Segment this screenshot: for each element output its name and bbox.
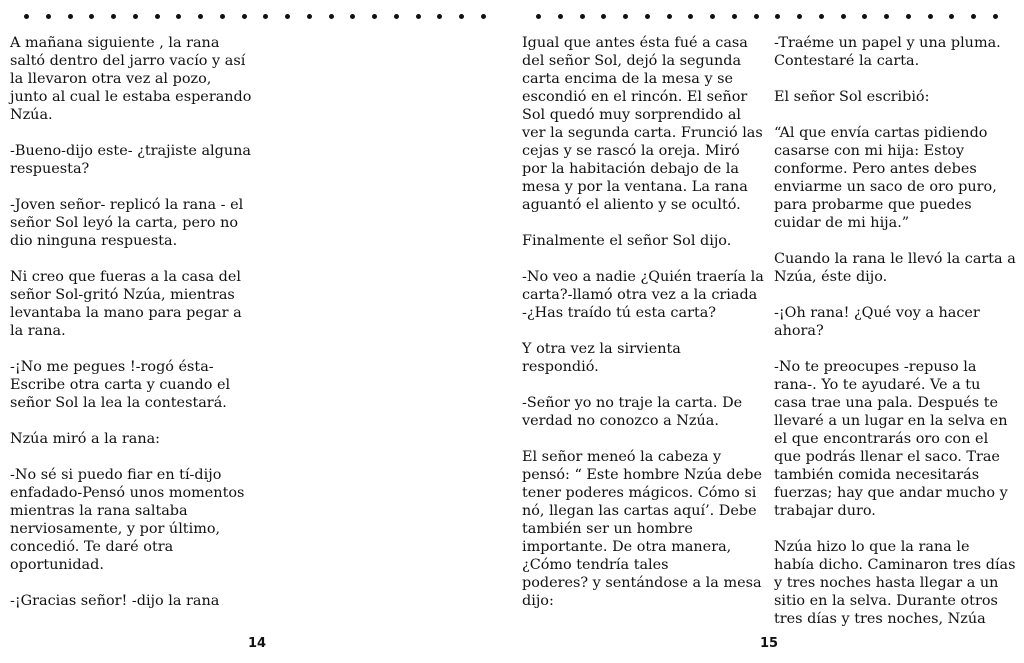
- paragraph: [522, 268, 772, 322]
- border-dot: [307, 14, 312, 19]
- text-line: cuidar de mi hija.”: [774, 215, 910, 231]
- border-dot: [667, 14, 672, 19]
- text-line: escondió en el rincón. El señor: [522, 89, 748, 105]
- text-line: Nzúa miró a la rana:: [10, 431, 161, 447]
- text-line: -Bueno-dijo este- ¿trajiste alguna: [10, 143, 251, 159]
- paragraph: [522, 34, 772, 214]
- border-dot: [68, 14, 73, 19]
- paragraph: [774, 34, 1022, 70]
- border-dot: [111, 14, 116, 19]
- dot-border-top-right: [536, 14, 998, 22]
- border-dot: [710, 14, 715, 19]
- text-column-2: [774, 34, 1022, 646]
- text-line: tener poderes mágicos. Cómo si: [522, 485, 757, 501]
- text-line: señor Sol-gritó Nzúa, mientras: [10, 287, 235, 303]
- text-line: señor Sol leyó la carta, pero no: [10, 215, 239, 231]
- text-line: respondió.: [522, 359, 599, 375]
- text-line: ¿Cómo tendría tales: [522, 557, 669, 573]
- text-line: Nzúa.: [10, 107, 53, 123]
- text-line: Igual que antes ésta fué a casa: [522, 35, 748, 51]
- text-line: rana-. Yo te ayudaré. Ve a tu: [774, 377, 981, 393]
- text-line: del señor Sol, dejó la segunda: [522, 53, 742, 69]
- paragraph: [10, 466, 260, 574]
- paragraph: [774, 538, 1022, 628]
- text-line: nó, llegan las cartas aquí’. Debe: [522, 503, 757, 519]
- border-dot: [155, 14, 160, 19]
- paragraph: [522, 232, 772, 250]
- text-line: dijo:: [522, 593, 554, 609]
- text-column-1: [522, 34, 772, 628]
- text-line: había dicho. Caminaron tres días: [774, 557, 1016, 573]
- border-dot: [993, 14, 998, 19]
- text-line: carta?-llamó otra vez a la criada: [522, 287, 758, 303]
- border-dot: [884, 14, 889, 19]
- border-dot: [580, 14, 585, 19]
- paragraph: [10, 358, 260, 412]
- paragraph: [774, 250, 1022, 286]
- text-line: la llevaron otra vez al pozo,: [10, 71, 212, 87]
- text-line: concedió. Te daré otra: [10, 539, 174, 555]
- border-dot: [775, 14, 780, 19]
- paragraph: [10, 142, 260, 178]
- paragraph: [10, 592, 260, 610]
- text-line: -¡No me pegues !-rogó ésta-: [10, 359, 214, 375]
- text-line: para probarme que puedes: [774, 197, 972, 213]
- text-line: El señor Sol escribió:: [774, 89, 930, 105]
- text-line: Escribe otra carta y cuando el: [10, 377, 231, 393]
- text-line: casa trae una pala. Después te: [774, 395, 999, 411]
- text-line: -Joven señor- replicó la rana - el: [10, 197, 244, 213]
- border-dot: [797, 14, 802, 19]
- text-line: Ni creo que fueras a la casa del: [10, 269, 241, 285]
- text-line: la rana.: [10, 323, 66, 339]
- border-dot: [242, 14, 247, 19]
- text-line: también ser un hombre: [522, 521, 693, 537]
- text-line: ver la segunda carta. Frunció las: [522, 125, 763, 141]
- text-line: enviarme un saco de oro puro,: [774, 179, 997, 195]
- text-line: también comida necesitarás: [774, 467, 980, 483]
- text-line: -¿Has traído tú esta carta?: [522, 305, 717, 321]
- border-dot: [558, 14, 563, 19]
- text-line: ahora?: [774, 323, 824, 339]
- text-line: tres días y tres noches, Nzúa: [774, 611, 986, 627]
- border-dot: [437, 14, 442, 19]
- text-line: -No te preocupes -repuso la: [774, 359, 977, 375]
- text-line: Nzúa, éste dijo.: [774, 269, 888, 285]
- text-line: “Al que envía cartas pidiendo: [774, 125, 988, 141]
- border-dot: [89, 14, 94, 19]
- border-dot: [971, 14, 976, 19]
- text-line: enfadado-Pensó unos momentos: [10, 485, 245, 501]
- border-dot: [285, 14, 290, 19]
- text-line: Nzúa hizo lo que la rana le: [774, 539, 970, 555]
- border-dot: [46, 14, 51, 19]
- text-line: pensó: “ Este hombre Nzúa debe: [522, 467, 762, 483]
- paragraph: [522, 448, 772, 610]
- border-dot: [949, 14, 954, 19]
- border-dot: [350, 14, 355, 19]
- paragraph: [10, 430, 260, 448]
- text-line: nerviosamente, y por último,: [10, 521, 221, 537]
- paragraph: [774, 358, 1022, 520]
- page-number: 15: [760, 636, 779, 651]
- text-line: respuesta?: [10, 161, 90, 177]
- text-line: -¡Oh rana! ¿Qué voy a hacer: [774, 305, 980, 321]
- text-line: trabajar duro.: [774, 503, 876, 519]
- paragraph: [774, 124, 1022, 232]
- border-dot: [623, 14, 628, 19]
- border-dot: [841, 14, 846, 19]
- paragraph: [774, 88, 1022, 106]
- right-page: [512, 0, 1024, 663]
- text-line: casarse con mi hija: Estoy: [774, 143, 965, 159]
- text-line: junto al cual le estaba esperando: [10, 89, 252, 105]
- border-dot: [133, 14, 138, 19]
- border-dot: [688, 14, 693, 19]
- border-dot: [536, 14, 541, 19]
- border-dot: [394, 14, 399, 19]
- border-dot: [416, 14, 421, 19]
- text-line: cejas y se rascó la oreja. Miró: [522, 143, 740, 159]
- text-line: verdad no conozco a Nzúa.: [522, 413, 719, 429]
- text-line: Contestaré la carta.: [774, 53, 920, 69]
- text-line: saltó dentro del jarro vacío y así: [10, 53, 246, 69]
- text-column: [10, 34, 260, 628]
- text-line: Cuando la rana le llevó la carta a: [774, 251, 1016, 267]
- border-dot: [601, 14, 606, 19]
- text-line: mesa y por la ventana. La rana: [522, 179, 748, 195]
- border-dot: [732, 14, 737, 19]
- paragraph: [10, 268, 260, 340]
- text-line: sitio en la selva. Durante otros: [774, 593, 998, 609]
- text-line: señor Sol la lea la contestará.: [10, 395, 227, 411]
- border-dot: [263, 14, 268, 19]
- text-line: El señor meneó la cabeza y: [522, 449, 722, 465]
- text-line: conforme. Pero antes debes: [774, 161, 977, 177]
- border-dot: [645, 14, 650, 19]
- dot-border-top-left: [24, 14, 486, 22]
- text-line: aguantó el aliento y se ocultó.: [522, 197, 741, 213]
- text-line: carta encima de la mesa y se: [522, 71, 734, 87]
- text-line: -No sé si puedo fiar en tí-dijo: [10, 467, 222, 483]
- text-line: mientras la rana saltaba: [10, 503, 188, 519]
- text-line: oportunidad.: [10, 557, 104, 573]
- border-dot: [198, 14, 203, 19]
- border-dot: [862, 14, 867, 19]
- text-line: -Señor yo no traje la carta. De: [522, 395, 743, 411]
- text-line: Finalmente el señor Sol dijo.: [522, 233, 732, 249]
- text-line: -¡Gracias señor! -dijo la rana: [10, 593, 220, 609]
- border-dot: [906, 14, 911, 19]
- paragraph: [522, 394, 772, 430]
- border-dot: [481, 14, 486, 19]
- text-line: Y otra vez la sirvienta: [522, 341, 681, 357]
- text-line: que podrás llenar el saco. Trae: [774, 449, 1000, 465]
- text-line: dio ninguna respuesta.: [10, 233, 178, 249]
- text-line: el que encontrarás oro con el: [774, 431, 989, 447]
- text-line: Sol quedó muy sorprendido al: [522, 107, 742, 123]
- border-dot: [754, 14, 759, 19]
- text-line: poderes? y sentándose a la mesa: [522, 575, 762, 591]
- paragraph: [774, 304, 1022, 340]
- text-line: A mañana siguiente , la rana: [10, 35, 220, 51]
- border-dot: [329, 14, 334, 19]
- border-dot: [220, 14, 225, 19]
- text-line: llevaré a un lugar en la selva en: [774, 413, 1008, 429]
- text-line: por la habitación debajo de la: [522, 161, 739, 177]
- paragraph: [10, 34, 260, 124]
- paragraph: [522, 340, 772, 376]
- text-line: y tres noches hasta llegar a un: [774, 575, 999, 591]
- page-number: 14: [248, 636, 267, 651]
- text-line: -Traéme un papel y una pluma.: [774, 35, 1001, 51]
- border-dot: [372, 14, 377, 19]
- border-dot: [819, 14, 824, 19]
- border-dot: [459, 14, 464, 19]
- text-line: fuerzas; hay que andar mucho y: [774, 485, 1008, 501]
- border-dot: [176, 14, 181, 19]
- text-line: -No veo a nadie ¿Quién traería la: [522, 269, 764, 285]
- border-dot: [928, 14, 933, 19]
- paragraph: [10, 196, 260, 250]
- border-dot: [24, 14, 29, 19]
- text-line: levantaba la mano para pegar a: [10, 305, 242, 321]
- text-line: importante. De otra manera,: [522, 539, 732, 555]
